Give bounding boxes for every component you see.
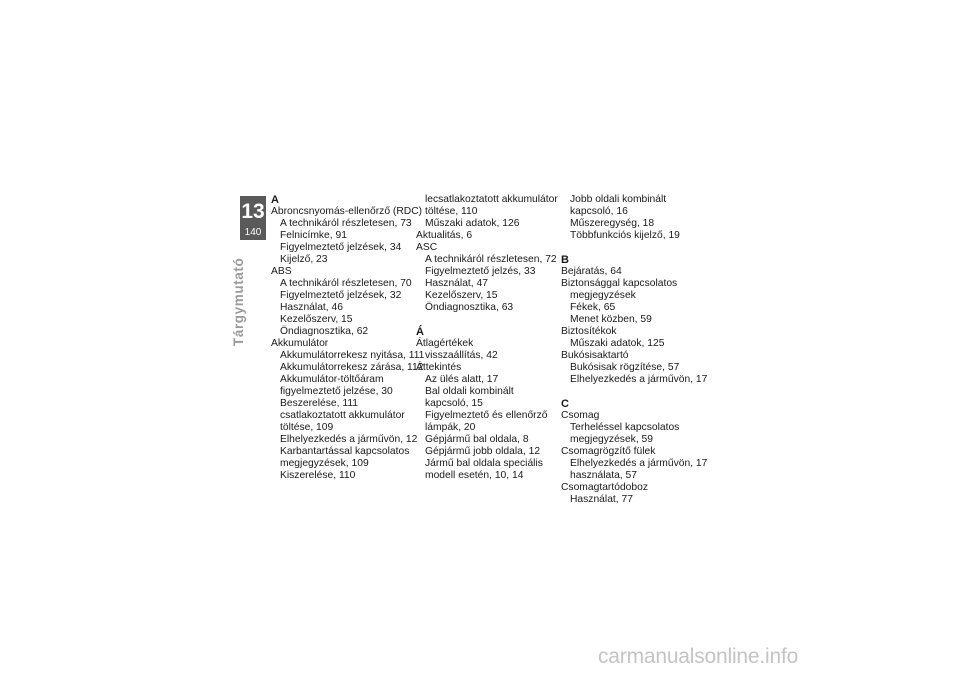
index-term: Áttekintés xyxy=(416,362,462,373)
index-subentry: töltése, 110 xyxy=(425,206,478,217)
index-subentry: csatlakoztatott akkumulátor xyxy=(280,410,405,421)
index-term: Akkumulátor xyxy=(271,338,329,349)
index-subentry: Figyelmeztető jelzések, 32 xyxy=(280,290,402,301)
index-subentry: Kijelző, 23 xyxy=(280,254,328,265)
index-subentry: Figyelmeztető jelzés, 33 xyxy=(425,266,536,277)
index-term: Bukósisaktartó xyxy=(561,350,629,361)
index-subentry: Műszeregység, 18 xyxy=(570,218,655,229)
index-subentry: lecsatlakoztatott akkumulátor xyxy=(425,194,558,205)
index-term: Abroncsnyomás-ellenőrző (RDC) xyxy=(271,206,423,217)
index-subentry: Akkumulátorrekesz nyitása, 111 xyxy=(280,350,425,361)
index-subentry: figyelmeztető jelzése, 30 xyxy=(280,386,393,397)
index-subentry: Kezelőszerv, 15 xyxy=(280,314,353,325)
index-subentry: kapcsoló, 15 xyxy=(425,398,483,409)
index-term: Biztosítékok xyxy=(561,326,617,337)
index-term: Átlagértékek xyxy=(416,338,474,349)
index-subentry: használata, 57 xyxy=(570,470,637,481)
index-subentry: Bukósisak rögzítése, 57 xyxy=(570,362,680,373)
index-term: Bejáratás, 64 xyxy=(561,266,622,277)
index-subentry: visszaállítás, 42 xyxy=(425,350,498,361)
index-subentry: Karbantartással kapcsolatos xyxy=(280,446,410,457)
index-subentry: Beszerelése, 111 xyxy=(280,398,359,409)
index-letter-heading: A xyxy=(271,194,279,206)
index-subentry: A technikáról részletesen, 72 xyxy=(425,254,557,265)
index-subentry: megjegyzések xyxy=(570,290,636,301)
index-subentry: Kiszerelése, 110 xyxy=(280,470,356,481)
index-subentry: Gépjármű bal oldala, 8 xyxy=(425,434,529,445)
index-subentry: kapcsoló, 16 xyxy=(570,206,628,217)
page-number: 140 xyxy=(244,227,262,238)
index-subentry: Jármű bal oldala speciális xyxy=(425,458,543,469)
index-subentry: töltése, 109 xyxy=(280,422,334,433)
index-column-1 xyxy=(271,194,425,482)
index-subentry: A technikáról részletesen, 70 xyxy=(280,278,412,289)
index-subentry: modell esetén, 10, 14 xyxy=(425,470,524,481)
index-subentry: Használat, 47 xyxy=(425,278,488,289)
chapter-title: Tárgymutató xyxy=(231,257,246,346)
index-subentry: Fékek, 65 xyxy=(570,302,616,313)
index-term: Aktualitás, 6 xyxy=(416,230,473,241)
index-subentry: megjegyzések, 59 xyxy=(570,434,653,445)
index-subentry: Elhelyezkedés a járművön, 12 xyxy=(280,434,418,445)
index-subentry: Többfunkciós kijelző, 19 xyxy=(570,230,680,241)
index-letter-heading: Á xyxy=(416,326,424,338)
index-subentry: Terheléssel kapcsolatos xyxy=(570,422,680,433)
index-subentry: Jobb oldali kombinált xyxy=(570,194,667,205)
index-subentry: A technikáról részletesen, 73 xyxy=(280,218,412,229)
index-subentry: Gépjármű jobb oldala, 12 xyxy=(425,446,541,457)
index-subentry: Menet közben, 59 xyxy=(570,314,652,325)
index-subentry: Figyelmeztető jelzések, 34 xyxy=(280,242,402,253)
index-term: Biztonsággal kapcsolatos xyxy=(561,278,678,289)
index-term: Csomag xyxy=(561,410,600,421)
chapter-number: 13 xyxy=(241,200,265,223)
index-subentry: Használat, 77 xyxy=(570,494,633,505)
index-subentry: Felnicímke, 91 xyxy=(280,230,347,241)
index-subentry: Elhelyezkedés a járművön, 17 xyxy=(570,458,708,469)
index-letter-heading: B xyxy=(561,254,569,266)
index-subentry: Használat, 46 xyxy=(280,302,343,313)
index-subentry: Kezelőszerv, 15 xyxy=(425,290,498,301)
index-subentry: Az ülés alatt, 17 xyxy=(425,374,499,385)
index-term: ASC xyxy=(416,242,438,253)
index-subentry: Műszaki adatok, 125 xyxy=(570,338,665,349)
index-subentry: Akkumulátor-töltőáram xyxy=(280,374,384,385)
index-term: Csomagrögzítő fülek xyxy=(561,446,656,457)
index-subentry: Öndiagnosztika, 62 xyxy=(280,326,369,337)
index-subentry: Akkumulátorrekesz zárása, 112 xyxy=(280,362,424,373)
index-subentry: megjegyzések, 109 xyxy=(280,458,369,469)
index-column-3 xyxy=(561,194,711,506)
index-term: ABS xyxy=(271,266,292,277)
index-subentry: lámpák, 20 xyxy=(425,422,476,433)
index-subentry: Öndiagnosztika, 63 xyxy=(425,302,514,313)
index-subentry: Műszaki adatok, 126 xyxy=(425,218,520,229)
index-subentry: Figyelmeztető és ellenőrző xyxy=(425,410,548,421)
index-term: Csomagtartódoboz xyxy=(561,482,649,493)
index-letter-heading: C xyxy=(561,398,569,410)
index-subentry: Elhelyezkedés a járművön, 17 xyxy=(570,374,708,385)
chapter-tab xyxy=(240,196,266,240)
watermark: carmanualsonline.info xyxy=(598,645,799,668)
index-column-2 xyxy=(416,194,566,482)
index-subentry: Bal oldali kombinált xyxy=(425,386,514,397)
